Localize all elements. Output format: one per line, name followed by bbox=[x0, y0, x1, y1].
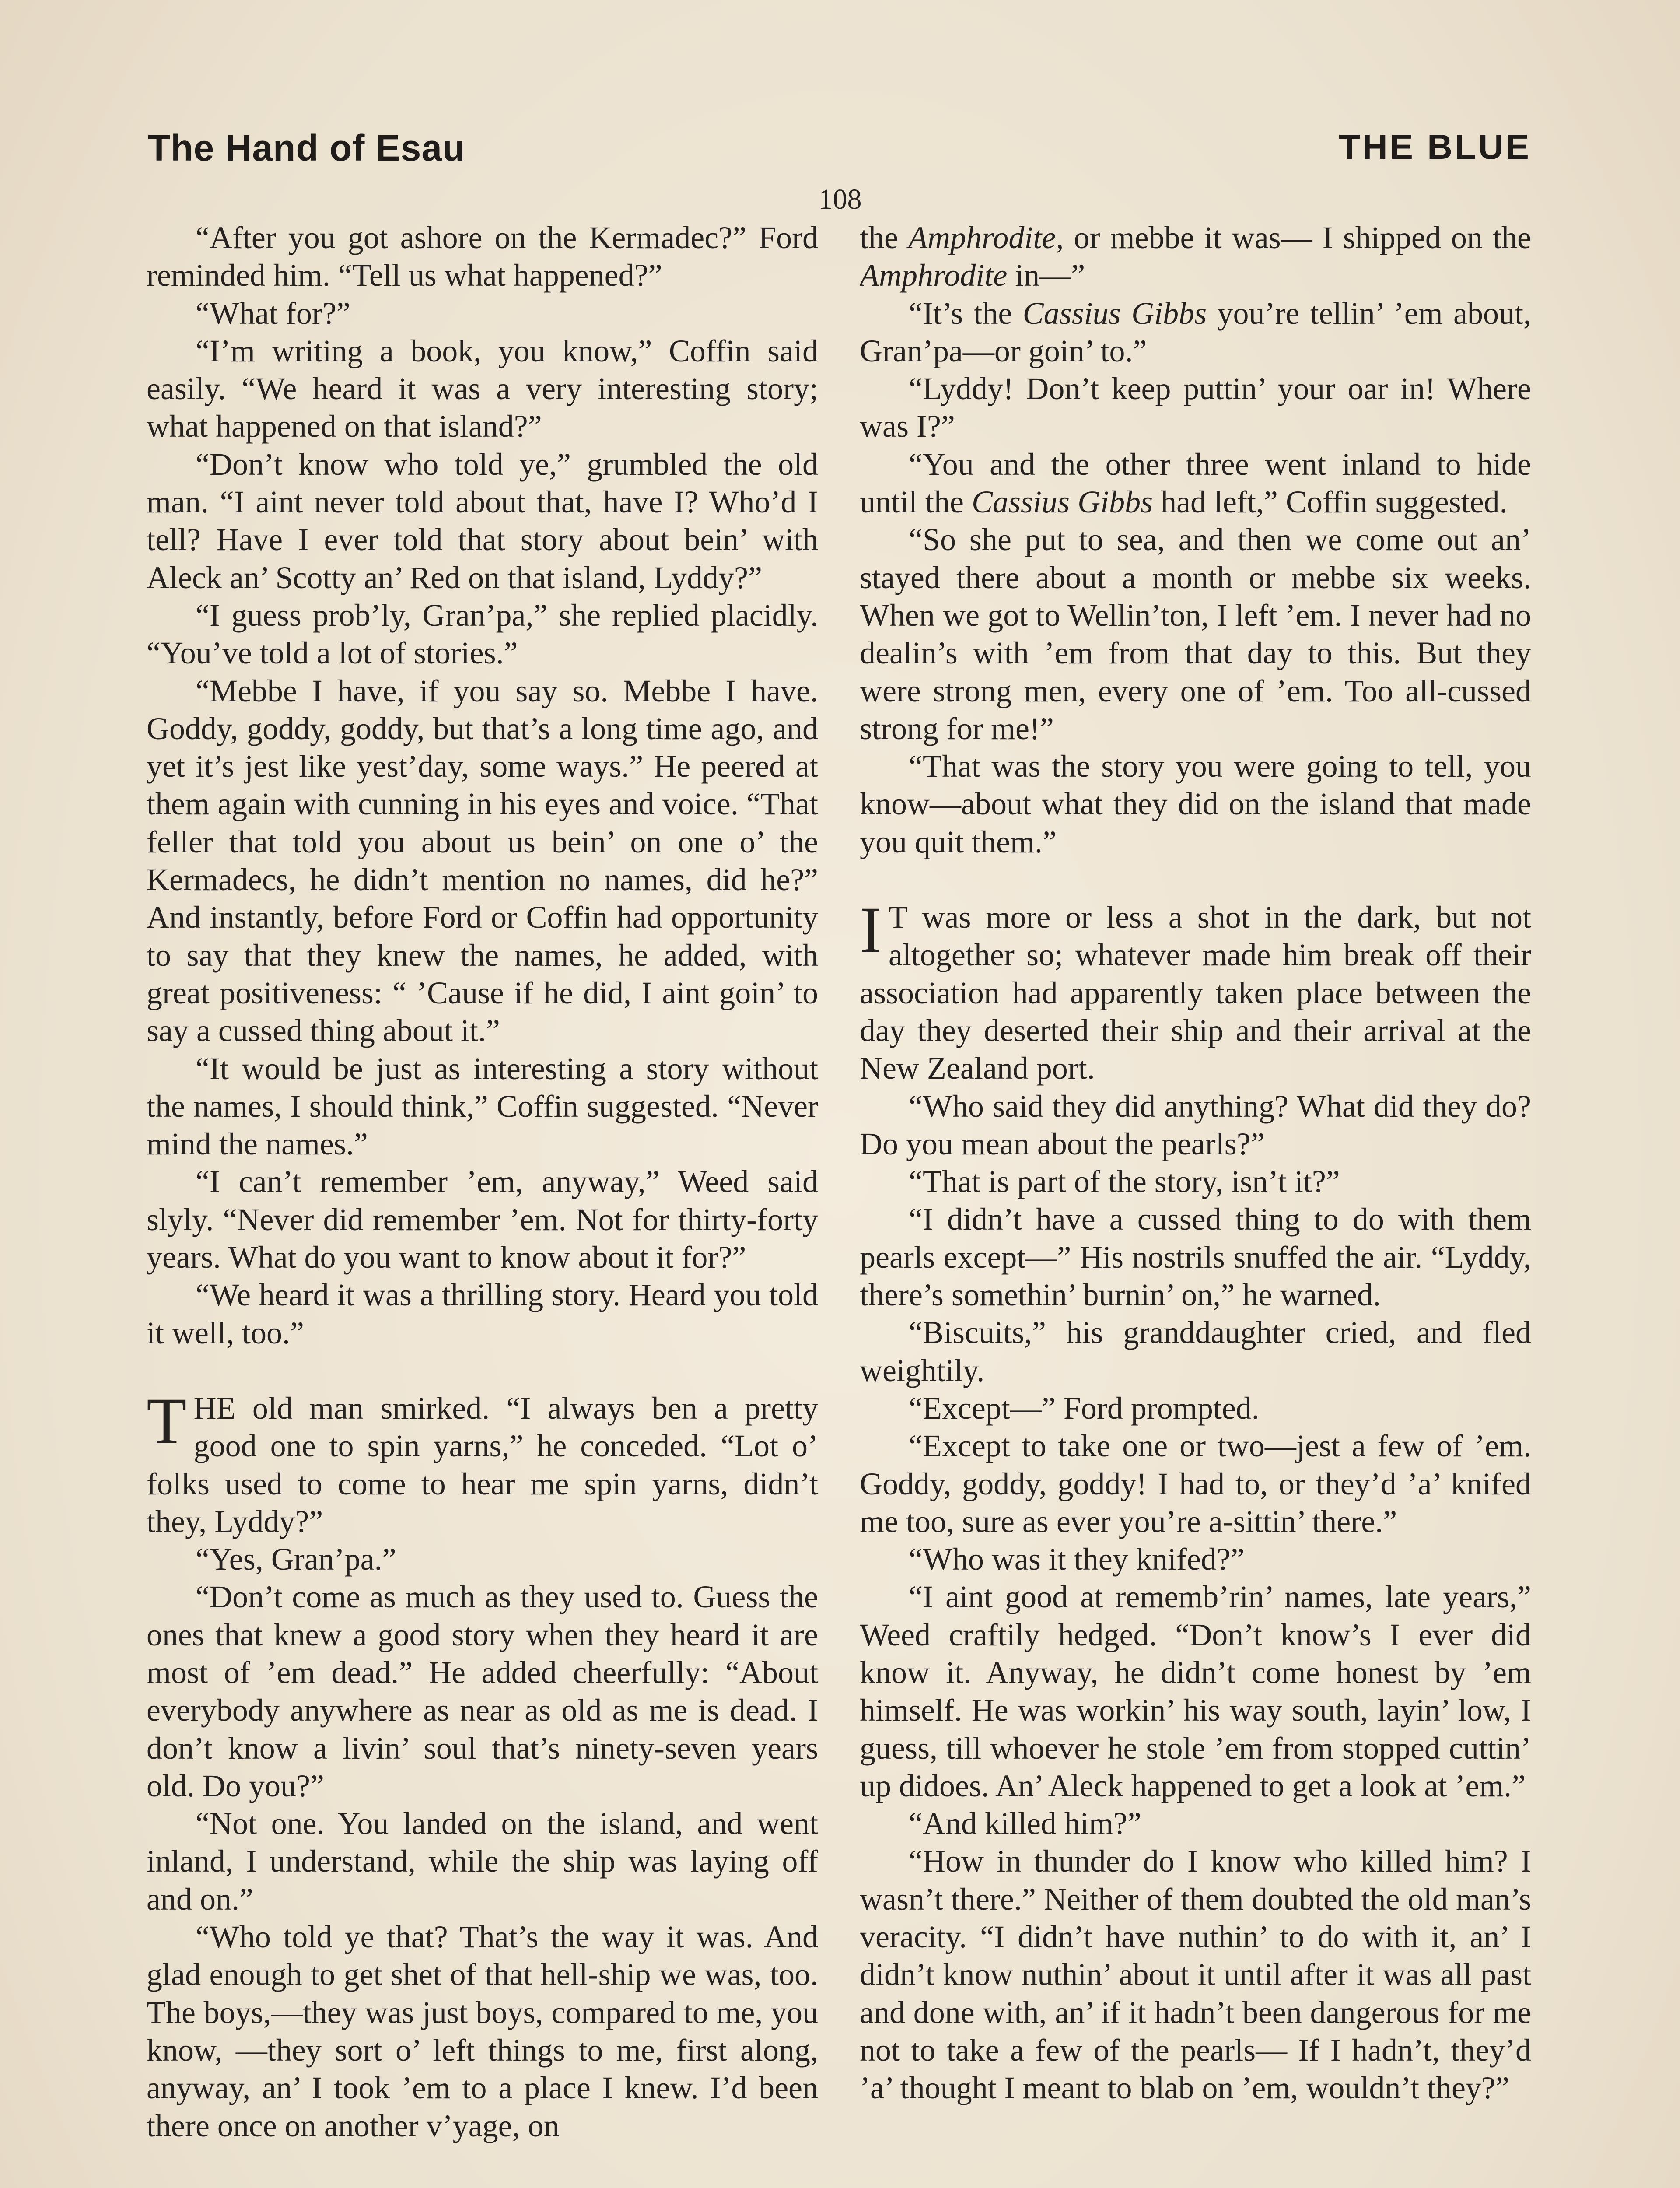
page-number: 108 bbox=[818, 183, 862, 215]
paragraph bbox=[147, 1276, 818, 1352]
paragraph-text: “I’m writing a book, you know,” Coffin said easily. “We heard it was a very interesting story; what happened on that island?” bbox=[147, 333, 818, 444]
paragraph-text: “I can’t remember ’em, anyway,” Weed said slyly. “Never did remember ’em. Not for thirty-forty years. What do you want to know about it for?” bbox=[147, 1164, 818, 1275]
paragraph-text: “I aint good at rememb’rin’ names, late years,” Weed craftily hedged. “Don’t know’s I ever did know it. Anyway, he didn’t come honest by ’em himself. He was workin’ his way south, layin’ low, I guess, till whoever he stole ’em from stopped cuttin’ up didoes. An’ Aleck happened to get a look at ’em.” bbox=[860, 1579, 1531, 1803]
paragraph bbox=[147, 1163, 818, 1276]
paragraph bbox=[860, 1389, 1531, 1427]
paragraph-text: “That was the story you were going to tell, you know—about what they did on the island that made you quit them.” bbox=[860, 749, 1531, 859]
paragraph-text: “Biscuits,” his granddaughter cried, and fled weightily. bbox=[860, 1315, 1531, 1388]
paragraph-text: “That is part of the story, isn’t it?” bbox=[909, 1164, 1340, 1199]
story-title: The Hand of Esau bbox=[148, 127, 466, 168]
paragraph-dropcap bbox=[147, 1384, 818, 1540]
paragraph bbox=[860, 1540, 1531, 1578]
paragraph bbox=[147, 1918, 818, 2145]
paragraph-text: “After you got ashore on the Kermadec?” Ford reminded him. “Tell us what happened?” bbox=[147, 220, 818, 293]
paragraph-text: “You and the other three went inland to hide until the Cassius Gibbs had left,” Coffin suggested. bbox=[860, 446, 1531, 520]
paragraph bbox=[147, 672, 818, 1050]
paragraph-text: “And killed him?” bbox=[909, 1806, 1141, 1841]
paragraph-text: “Yes, Gran’pa.” bbox=[196, 1542, 396, 1577]
paragraph bbox=[147, 1050, 818, 1163]
right-text-column bbox=[860, 219, 1531, 2188]
paragraph-text: “How in thunder do I know who killed him? I wasn’t there.” Neither of them doubted the old man’s veracity. “I didn’t have nuthin’ to do with it, an’ I didn’t know nuthin’ about it until after it was all past and done with, an’ if it hadn’t been dangerous for me not to take a few of the pearls— If I hadn’t, they’d ’a’ thought I meant to blab on ’em, wouldn’t they?” bbox=[860, 1844, 1531, 2106]
paragraph bbox=[147, 1540, 818, 1578]
paragraph-text: HE old man smirked. “I always ben a pretty good one to spin yarns,” he conceded. “Lot o’ folks used to come to hear me spin yarns, didn’t they, Lyddy?” bbox=[147, 1390, 818, 1539]
paragraph-text: “Who was it they knifed?” bbox=[909, 1542, 1245, 1577]
paragraph-dropcap bbox=[860, 894, 1531, 1087]
paragraph-text: the Amphrodite, or mebbe it was— I shipped on the Amphrodite in—” bbox=[860, 220, 1531, 293]
drop-cap: I bbox=[860, 894, 882, 967]
paragraph bbox=[147, 596, 818, 672]
paragraph-text: “Not one. You landed on the island, and went inland, I understand, while the ship was laying off and on.” bbox=[147, 1806, 818, 1917]
paragraph-text: “Except—” Ford prompted. bbox=[909, 1390, 1260, 1426]
left-text-column bbox=[147, 219, 818, 2188]
paragraph bbox=[860, 1578, 1531, 1805]
paragraph-text: “Who told ye that? That’s the way it was. And glad enough to get shet of that hell-ship we was, too. The boys,—they was just boys, compared to me, you know, —they sort o’ left things to me, first along, anyway, an’ I took ’em to a place I knew. I’d been there once on another v’yage, on bbox=[147, 1919, 818, 2143]
paragraph bbox=[860, 1087, 1531, 1163]
paragraph bbox=[860, 370, 1531, 445]
magazine-title: THE BLUE bbox=[1339, 127, 1531, 166]
paragraph bbox=[860, 1314, 1531, 1389]
paragraph bbox=[860, 1163, 1531, 1200]
paragraph-text: T was more or less a shot in the dark, but not altogether so; whatever made him break off their association had apparently taken place between the day they deserted their ship and their arrival at the New Zealand port. bbox=[860, 900, 1531, 1086]
paragraph-text: “Except to take one or two—jest a few of ’em. Goddy, goddy, goddy! I had to, or they’d ’a’ knifed me too, sure as ever you’re a-sittin’ there.” bbox=[860, 1428, 1531, 1539]
paragraph-text: “I guess prob’ly, Gran’pa,” she replied placidly. “You’ve told a lot of stories.” bbox=[147, 597, 818, 671]
paragraph bbox=[147, 219, 818, 295]
paragraph-text: “It would be just as interesting a story without the names, I should think,” Coffin suggested. “Never mind the names.” bbox=[147, 1051, 818, 1162]
paragraph bbox=[860, 1200, 1531, 1314]
paragraph bbox=[860, 747, 1531, 861]
paragraph bbox=[147, 295, 818, 332]
paragraph bbox=[860, 1427, 1531, 1540]
paragraph bbox=[860, 445, 1531, 521]
paragraph bbox=[860, 521, 1531, 747]
paragraph bbox=[860, 1805, 1531, 1842]
paragraph-text: “I didn’t have a cussed thing to do with them pearls except—” His nostrils snuffed the air. “Lyddy, there’s somethin’ burnin’ on,” he warned. bbox=[860, 1202, 1531, 1313]
paragraph bbox=[147, 1578, 818, 1805]
paragraph-text: “Don’t know who told ye,” grumbled the old man. “I aint never told about that, have I? Who’d I tell? Have I ever told that story about bein’ with Aleck an’ Scotty an’ Red on that island, Lyddy?” bbox=[147, 446, 818, 595]
paragraph-text: “Who said they did anything? What did they do? Do you mean about the pearls?” bbox=[860, 1088, 1531, 1161]
paragraph-text: “Lyddy! Don’t keep puttin’ your oar in! Where was I?” bbox=[860, 371, 1531, 444]
paragraph bbox=[147, 332, 818, 445]
paragraph bbox=[860, 295, 1531, 370]
section-break bbox=[860, 861, 1531, 898]
paragraph-text: “We heard it was a thrilling story. Heard you told it well, too.” bbox=[147, 1277, 818, 1350]
paragraph-continued bbox=[860, 219, 1531, 295]
paragraph-text: “Mebbe I have, if you say so. Mebbe I have. Goddy, goddy, goddy, but that’s a long time ago, and yet it’s jest like yest’day, some ways.” He peered at them again with cunning in his eyes and voice. “That feller that told you about us bein’ on one o’ the Kermadecs, he didn’t mention no names, did he?” And instantly, before Ford or Coffin had opportunity to say that they knew the names, he added, with great positiveness: “ ’Cause if he did, I aint goin’ to say a cussed thing about it.” bbox=[147, 673, 818, 1048]
paragraph bbox=[147, 445, 818, 596]
paragraph bbox=[147, 1805, 818, 1918]
paragraph-text: “So she put to sea, and then we come out an’ stayed there about a month or mebbe six weeks. When we got to Wellin’ton, I left ’em. I never had no dealin’s with ’em from that day to this. But they were strong men, every one of ’em. Too all-cussed strong for me!” bbox=[860, 522, 1531, 746]
paragraph-text: “What for?” bbox=[196, 295, 350, 331]
paragraph-text: “It’s the Cassius Gibbs you’re tellin’ ’em about, Gran’pa—or goin’ to.” bbox=[860, 295, 1531, 368]
paragraph-text: “Don’t come as much as they used to. Guess the ones that knew a good story when they heard it are most of ’em dead.” He added cheerfully: “About everybody anywhere as near as old as me is dead. I don’t know a livin’ soul that’s ninety-seven years old. Do you?” bbox=[147, 1579, 818, 1803]
drop-cap: T bbox=[147, 1384, 187, 1457]
section-break bbox=[147, 1352, 818, 1389]
paragraph bbox=[860, 1842, 1531, 2107]
